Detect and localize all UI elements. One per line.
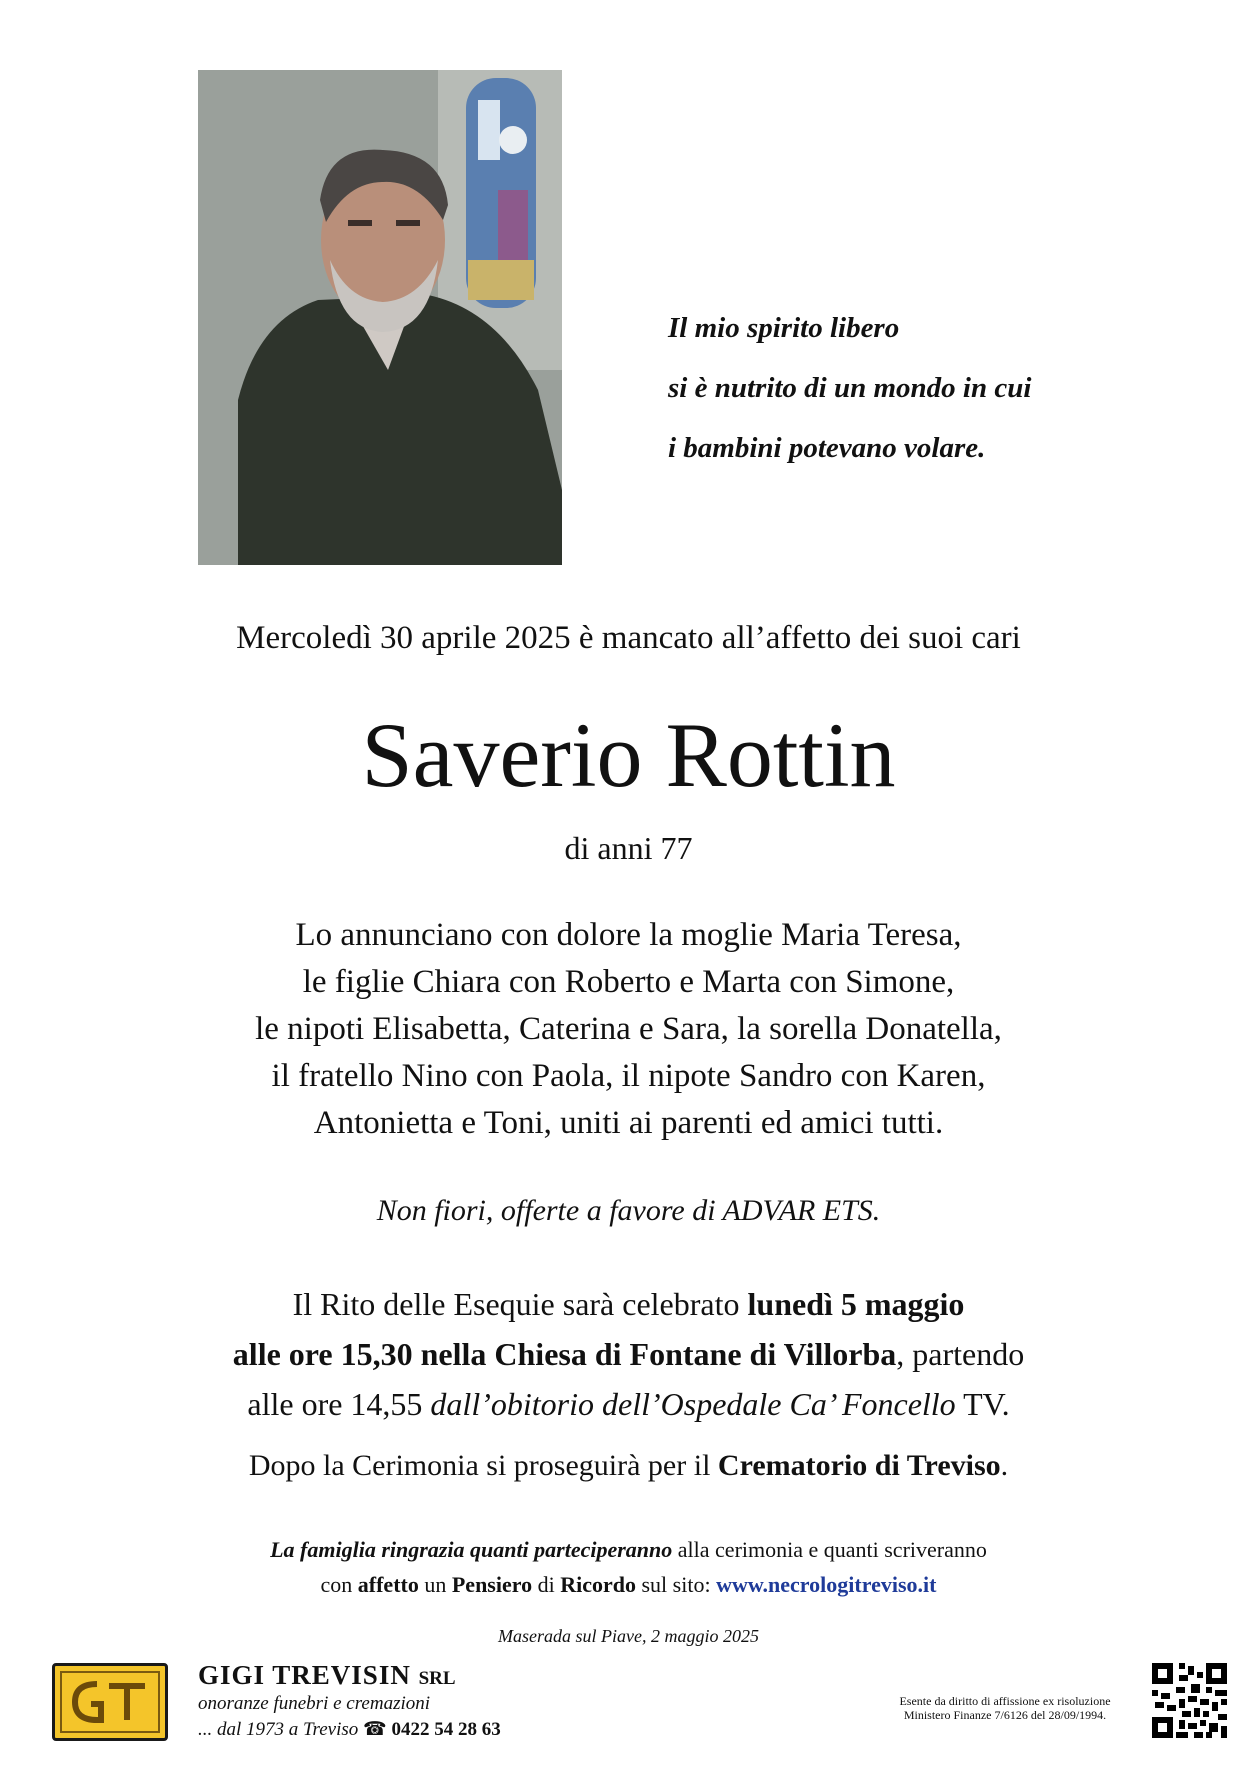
family-announcement	[0, 912, 1257, 1147]
thanks-bold: Pensiero	[451, 1572, 533, 1597]
company-suffix: SRL	[418, 1668, 456, 1689]
death-announcement-intro: Mercoledì 30 aprile 2025 è mancato all’affetto dei suoi cari	[236, 620, 1021, 656]
rite-line	[0, 1279, 1257, 1329]
rite-time-place: alle ore 15,30 nella Chiesa di Fontane di Villorba	[232, 1336, 897, 1372]
deceased-name: Saverio Rottin	[361, 704, 896, 806]
company-contact	[198, 1718, 501, 1741]
company-name-text: GIGI TREVISIN	[198, 1660, 411, 1690]
family-thanks	[0, 1532, 1257, 1602]
rite-text: Il Rito delle Esequie sarà celebrato	[292, 1286, 748, 1322]
portrait-photo	[198, 70, 562, 565]
rite-text: TV.	[955, 1386, 1010, 1422]
family-line: il fratello Nino con Paola, il nipote Sandro con Karen,	[271, 1058, 986, 1094]
exemption-line: Esente da diritto di affissione ex risoluzione	[899, 1694, 1111, 1708]
qr-code-graphic	[1152, 1663, 1227, 1738]
portrait-illustration	[198, 70, 562, 565]
deceased-age: di anni 77	[564, 830, 693, 866]
crematorium-name: Crematorio di Treviso	[717, 1449, 1001, 1482]
epitaph-quote	[668, 298, 1188, 478]
company-subtitle: onoranze funebri e cremazioni	[198, 1693, 431, 1714]
place-date: Maserada sul Piave, 2 maggio 2025	[498, 1626, 759, 1646]
thanks-text: alla cerimonia e quanti scriveranno	[672, 1537, 987, 1562]
thanks-text: con	[320, 1572, 358, 1597]
website-link[interactable]: www.necrologitreviso.it	[716, 1572, 937, 1597]
rite-line	[0, 1329, 1257, 1379]
gt-monogram-icon	[55, 1666, 165, 1738]
funeral-home-info	[198, 1660, 501, 1741]
company-logo	[52, 1663, 168, 1741]
funeral-rite-info	[0, 1279, 1257, 1429]
rite-departure-place: dall’obitorio dell’Ospedale Ca’ Foncello	[430, 1386, 956, 1422]
company-since: ... dal 1973 a Treviso	[198, 1719, 359, 1740]
quote-line: si è nutrito di un mondo in cui	[668, 372, 1032, 404]
family-line: le figlie Chiara con Roberto e Marta con Simone,	[302, 964, 955, 1000]
qr-code-icon[interactable]	[1152, 1663, 1227, 1738]
after-ceremony-note	[0, 1449, 1257, 1483]
thanks-bold: Ricordo	[560, 1572, 636, 1597]
thanks-text: sul sito:	[636, 1572, 717, 1597]
rite-text: , partendo	[896, 1336, 1025, 1372]
company-name	[198, 1660, 501, 1691]
rite-text: alle ore 14,55	[247, 1386, 431, 1422]
exemption-line: Ministero Finanze 7/6126 del 28/09/1994.	[903, 1708, 1107, 1722]
thanks-line	[0, 1567, 1257, 1602]
quote-line: Il mio spirito libero	[668, 312, 900, 344]
after-text: .	[1000, 1449, 1009, 1482]
quote-line: i bambini potevano volare.	[668, 432, 986, 464]
after-text: Dopo la Cerimonia si proseguirà per il	[248, 1449, 718, 1482]
family-line: Antonietta e Toni, uniti ai parenti ed amici tutti.	[313, 1105, 944, 1141]
thanks-text: di	[532, 1572, 561, 1597]
phone-icon: ☎	[363, 1719, 387, 1740]
thanks-emphasis: La famiglia ringrazia quanti parteciperanno	[270, 1537, 673, 1562]
family-line: Lo annunciano con dolore la moglie Maria Teresa,	[295, 917, 962, 953]
thanks-bold: affetto	[357, 1572, 419, 1597]
family-line: le nipoti Elisabetta, Caterina e Sara, la sorella Donatella,	[255, 1011, 1002, 1047]
billposting-exemption-note	[860, 1694, 1150, 1722]
thanks-line	[0, 1532, 1257, 1567]
rite-line	[0, 1379, 1257, 1429]
thanks-text: un	[418, 1572, 452, 1597]
company-phone[interactable]: 0422 54 28 63	[391, 1719, 501, 1740]
rite-date: lunedì 5 maggio	[747, 1286, 965, 1322]
no-flowers-note: Non fiori, offerte a favore di ADVAR ETS.	[376, 1194, 881, 1227]
